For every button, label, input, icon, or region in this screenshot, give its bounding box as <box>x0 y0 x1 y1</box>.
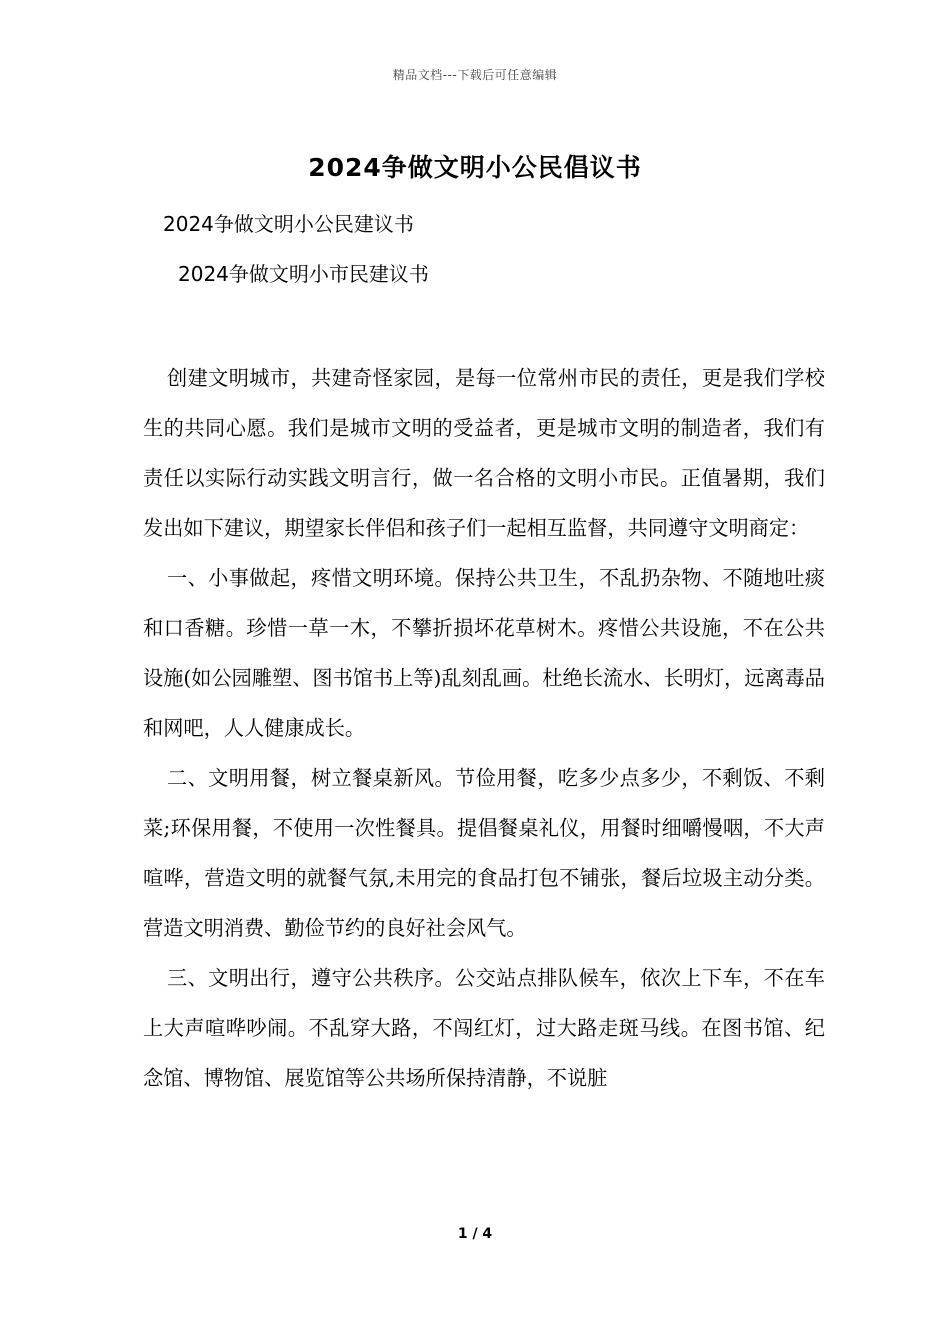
document-subtitle-2: 2024争做文明小市民建议书 <box>178 262 429 286</box>
document-title: 2024争做文明小公民倡议书 <box>308 153 642 182</box>
page-number: 1 / 4 <box>457 1226 493 1242</box>
document-body <box>143 353 825 1103</box>
body-paragraph: 一、小事做起，疼惜文明环境。保持公共卫生，不乱扔杂物、不随地吐痰和口香糖。珍惜一草一木，不攀折损坏花草树木。疼惜公共设施，不在公共设施(如公园雕塑、图书馆书上等)乱刻乱画。杜绝长流水、长明灯，远离毒品和网吧，人人健康成长。 <box>143 566 825 740</box>
header-note: 精品文档---下载后可任意编辑 <box>392 68 558 82</box>
document-subtitle-1: 2024争做文明小公民建议书 <box>163 212 414 236</box>
body-paragraph: 二、文明用餐，树立餐桌新风。节俭用餐，吃多少点多少，不剩饭、不剩菜;环保用餐，不使用一次性餐具。提倡餐桌礼仪，用餐时细嚼慢咽，不大声喧哗，营造文明的就餐气氛,未用完的食品打包不铺张，餐后垃圾主动分类。营造文明消费、勤俭节约的良好社会风气。 <box>143 766 825 940</box>
body-paragraph: 三、文明出行，遵守公共秩序。公交站点排队候车，依次上下车，不在车上大声喧哗吵闹。不乱穿大路，不闯红灯，过大路走斑马线。在图书馆、纪念馆、博物馆、展览馆等公共场所保持清静，不说脏 <box>143 966 825 1090</box>
body-paragraph: 创建文明城市，共建奇怪家园，是每一位常州市民的责任，更是我们学校生的共同心愿。我们是城市文明的受益者，更是城市文明的制造者，我们有责任以实际行动实践文明言行，做一名合格的文明小市民。正值暑期，我们发出如下建议，期望家长伴侣和孩子们一起相互监督，共同遵守文明商定： <box>143 366 825 540</box>
